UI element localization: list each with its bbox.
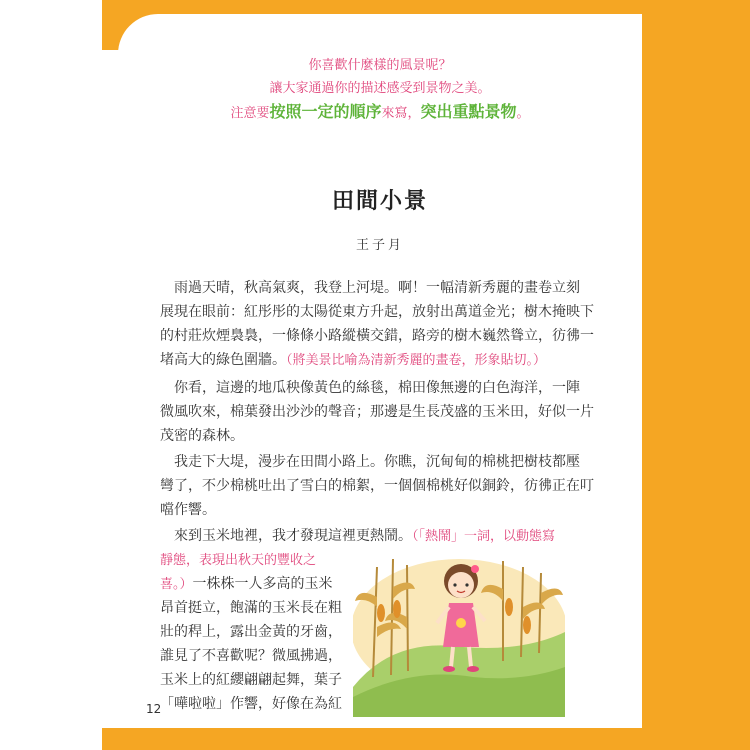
paragraph-text: 一株株一人多高的玉米 [192,576,333,592]
paragraph-line: 展現在眼前：紅彤彤的太陽從東方升起，放射出萬道金光；樹木掩映下 [160,304,594,320]
essay-title: 田間小景 [331,189,428,214]
paragraph-text: 來到玉米地裡，我才發現這裡更熱鬧。 [160,528,412,544]
annotation-note: 喜。） [160,577,193,592]
bottom-orange-band [102,728,642,750]
intro-line-3-post: 。 [516,106,530,121]
right-orange-band [642,0,750,750]
essay-author: 王子月 [355,238,404,253]
intro-line-3-mid: 來寫， [381,106,421,121]
paragraph-line: 昂首挺立，飽滿的玉米長在粗 [160,600,342,616]
paragraph-line: 微風吹來，棉葉發出沙沙的聲音；那邊是生長茂盛的玉米田，好似一片 [160,404,594,420]
page-number: 12 [146,702,162,716]
intro-line-3 [118,100,642,126]
paragraph-line [160,348,594,372]
paragraph-line: 壯的稈上，露出金黃的牙齒， [160,624,342,640]
left-margin [0,0,102,750]
intro-prompt [118,54,642,126]
paragraph-line: 茂密的森林。 [160,428,244,444]
intro-emphasis-focus: 突出重點景物 [420,102,517,121]
annotation-note: 靜態，表現出秋天的豐收之 [160,553,317,568]
intro-line-3-pre: 注意要 [230,106,270,121]
cornfield-girl-illustration [353,537,565,717]
paragraph-line: 你看，這邊的地瓜秧像黃色的絲毯，棉田像無邊的白色海洋，一陣 [160,380,580,396]
paragraph-3 [160,450,594,522]
intro-line-1: 你喜歡什麼樣的風景呢？ [308,58,452,73]
paragraph-line: 我走下大堤，漫步在田間小路上。你瞧，沉甸甸的棉桃把樹枝都壓 [160,454,580,470]
paragraph-line: 的村莊炊煙裊裊，一條條小路縱橫交錯，路旁的樹木巍然聳立，彷彿一 [160,328,594,344]
paragraph-2 [160,376,594,448]
annotation-note: （將美景比喻為清新秀麗的畫卷，形象貼切。） [286,353,547,368]
paragraph-1 [160,276,594,372]
annotation-note: （「熱鬧」一詞，以動態寫 [412,529,556,544]
paragraph-line: 彎了，不少棉桃吐出了雪白的棉絮，一個個棉桃好似銅鈴，彷彿正在叮 [160,478,594,494]
intro-emphasis-order: 按照一定的順序 [269,102,382,121]
paragraph-line: 玉米上的紅纓翩翩起舞，葉子 [160,672,342,688]
paragraph-line: 雨過天晴，秋高氣爽，我登上河堤。啊！一幅清新秀麗的畫卷立刻 [160,280,580,296]
paragraph-text: 堵高大的綠色圍牆。 [160,352,286,368]
paragraph-line: 「嘩啦啦」作響，好像在為紅 [160,696,342,712]
intro-line-2: 讓大家通過你的描述感受到景物之美。 [269,81,491,96]
paragraph-line: 誰見了不喜歡呢？微風拂過， [160,648,342,664]
paragraph-line: 噹作響。 [160,502,216,518]
